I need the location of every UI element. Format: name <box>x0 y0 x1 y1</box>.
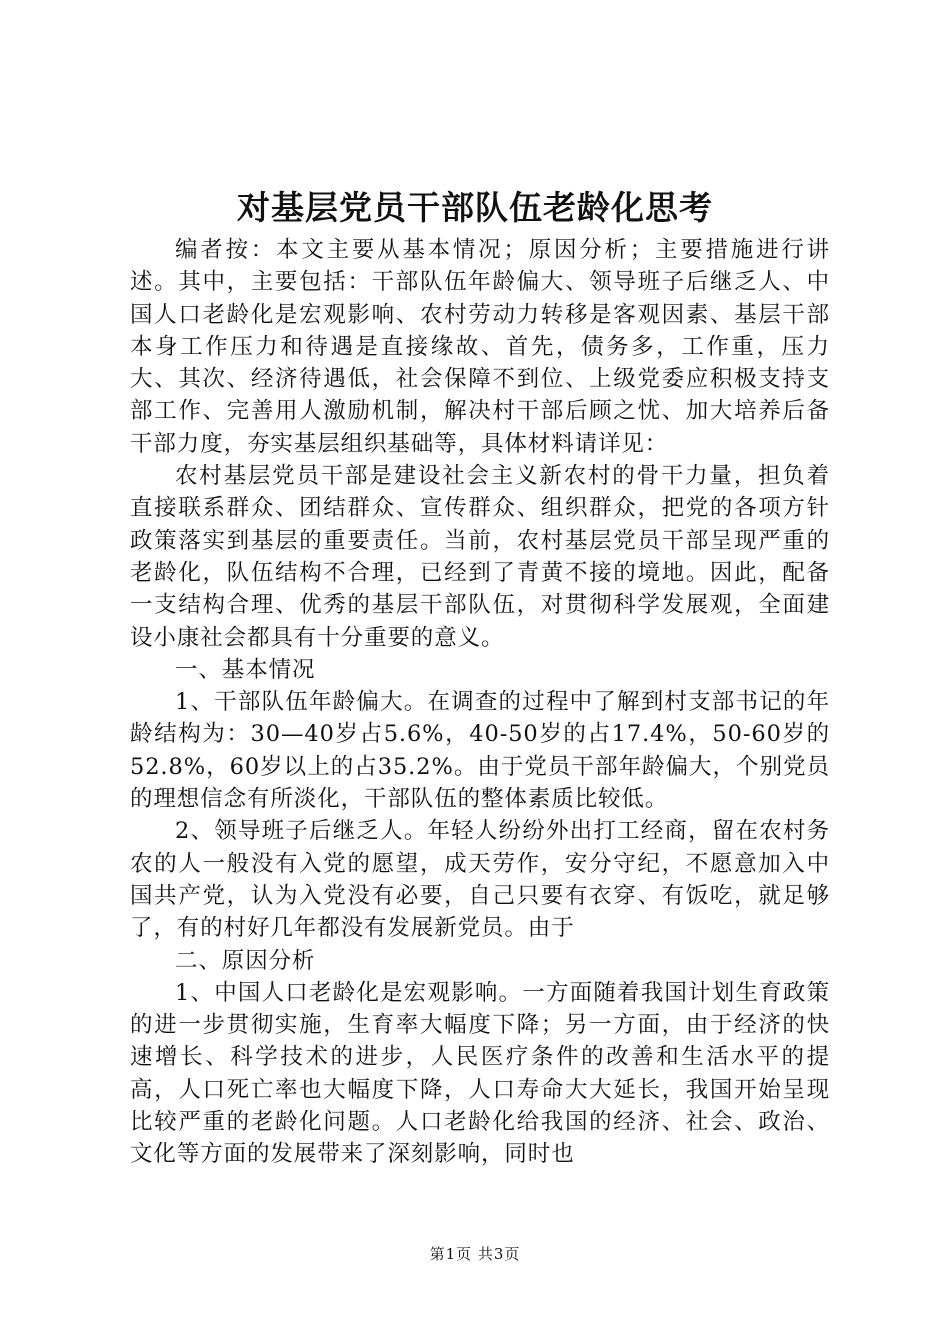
paragraph-editor-note: 编者按：本文主要从基本情况；原因分析；主要措施进行讲述。其中，主要包括：干部队伍年龄偏大、领导班子后继乏人、中国人口老龄化是宏观影响、农村劳动力转移是客观因素、基层干部本身工作压力和待遇是直接缘故、首先，债务多，工作重，压力大、其次、经济待遇低，社会保障不到位、上级党委应积极支持支部工作、完善用人激励机制，解决村干部后顾之忧、加大培养后备干部力度，夯实基层组织基础等，具体材料请详见： <box>130 237 830 457</box>
section-heading-cause-analysis: 二、原因分析 <box>175 947 316 974</box>
paragraph-intro: 农村基层党员干部是建设社会主义新农村的骨干力量，担负着直接联系群众、团结群众、宣传群众、组织群众，把党的各项方针政策落实到基层的重要责任。当前，农村基层党员干部呈现严重的老龄化，队伍结构不合理，已经到了青黄不接的境地。因此，配备一支结构合理、优秀的基层干部队伍，对贯彻科学发展观，全面建设小康社会都具有十分重要的意义。 <box>130 463 830 651</box>
document-body <box>130 234 830 1171</box>
section-heading-basic-situation: 一、基本情况 <box>175 656 316 683</box>
paragraph-population-aging: 1、中国人口老龄化是宏观影响。一方面随着我国计划生育政策的进一步贯彻实施，生育率大幅度下降；另一方面，由于经济的快速增长、科学技术的进步，人民医疗条件的改善和生活水平的提高，人口死亡率也大幅度下降，人口寿命大大延长，我国开始呈现比较严重的老龄化问题。人口老龄化给我国的经济、社会、政治、文化等方面的发展带来了深刻影响，同时也 <box>130 979 830 1168</box>
page-number-footer: 第1页 共3页 <box>429 1245 521 1263</box>
paragraph-successors: 2、领导班子后继乏人。年轻人纷纷外出打工经商，留在农村务农的人一般没有入党的愿望，成天劳作，安分守纪，不愿意加入中国共产党，认为入党没有必要，自己只要有衣穿、有饭吃，就足够了，有的村好几年都没有发展新党员。由于 <box>130 818 830 942</box>
paragraph-age-structure: 1、干部队伍年龄偏大。在调查的过程中了解到村支部书记的年龄结构为：30—40岁占5.6%，40-50岁的占17.4%，50-60岁的52.8%，60岁以上的占35.2%。由于党员干部年龄偏大，个别党员的理想信念有所淡化，干部队伍的整体素质比较低。 <box>130 689 830 813</box>
document-title: 对基层党员干部队伍老龄化思考 <box>237 188 713 227</box>
